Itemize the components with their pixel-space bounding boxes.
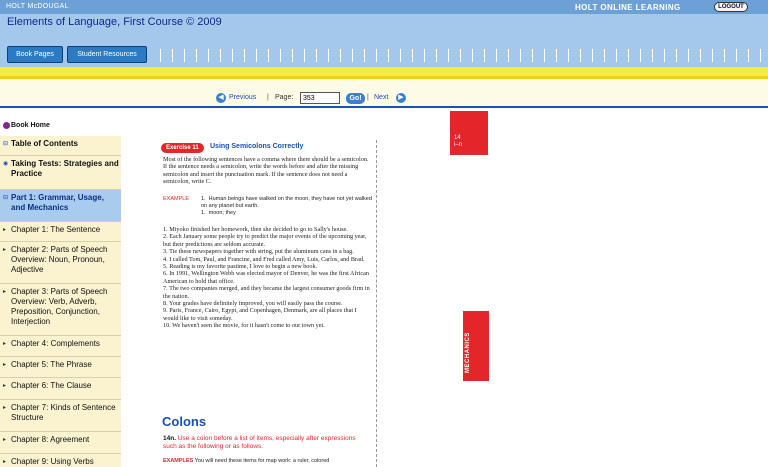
tab-separator [580, 49, 581, 62]
tab-separator [628, 49, 629, 62]
nav-separator: | [267, 94, 269, 101]
sidebar-item-chapter-5[interactable] [0, 357, 121, 378]
publisher-label: HOLT McDOUGAL [6, 3, 69, 10]
tab-student-resources[interactable]: Student Resources [67, 46, 147, 63]
header-rule [0, 106, 768, 108]
tab-separator [364, 49, 365, 62]
chapter-tab-label: 14 i–n [454, 135, 463, 148]
tab-separator [760, 49, 761, 62]
tab-separator [568, 49, 569, 62]
sidebar-item-label: Chapter 7: Kinds of Sentence Structure [11, 403, 116, 422]
tab-separator [280, 49, 281, 62]
tab-separator [484, 49, 485, 62]
tab-separator [256, 49, 257, 62]
toc-sidebar [0, 118, 121, 467]
tab-separator [748, 49, 749, 62]
tab-separator [460, 49, 461, 62]
tab-separator [400, 49, 401, 62]
tab-separator [520, 49, 521, 62]
exercise-item: 8. Your grades have definitely improved, you will easily pass the course. [163, 300, 343, 308]
previous-link[interactable]: Previous [229, 94, 257, 101]
sidebar-item-chapter-6[interactable] [0, 378, 121, 400]
sidebar-item-chapter-8[interactable] [0, 432, 121, 454]
exercise-item: 10. We haven't seen the movie, for it hasn't come to our town yet. [163, 322, 325, 330]
sidebar-item-label: Book Home [11, 122, 50, 129]
tab-separator [448, 49, 449, 62]
book-title: Elements of Language, First Course © 2009 [7, 16, 222, 28]
exercise-title: Using Semicolons Correctly [210, 143, 304, 150]
column-divider [376, 140, 377, 467]
tab-separator [424, 49, 425, 62]
tab-separator [472, 49, 473, 62]
sidebar-item-label: Chapter 2: Parts of Speech Overview: Noun, Pronoun, Adjective [11, 245, 108, 274]
tab-book-pages[interactable]: Book Pages [7, 46, 63, 63]
sidebar-item-part-1[interactable] [0, 190, 121, 222]
bullet-icon: ◉ [3, 161, 9, 167]
next-arrow-icon[interactable]: ▶ [396, 93, 406, 103]
examples-text: You will need these items for map work: a ruler, colored [194, 458, 330, 464]
tab-separator [436, 49, 437, 62]
tab-separator [220, 49, 221, 62]
tab-separator [508, 49, 509, 62]
exercise-item: 2. Each January some people try to predict the major events of the upcoming year, but their predictions are seldom accurate. [163, 233, 367, 248]
sidebar-item-label: Chapter 9: Using Verbs [11, 457, 94, 466]
sidebar-item-chapter-1[interactable] [0, 222, 121, 242]
previous-arrow-icon[interactable]: ◀ [216, 93, 226, 103]
rule-14n [163, 435, 363, 451]
example-text: 1. Human beings have walked on the moon, they have not yet walked on any planet but earth. 1. moon; they [201, 196, 372, 216]
bullet-icon: ▸ [3, 437, 7, 443]
sidebar-item-book-home[interactable] [0, 118, 121, 136]
tab-separator [244, 49, 245, 62]
tab-separator [616, 49, 617, 62]
logout-button[interactable]: LOGOUT [714, 2, 748, 12]
sidebar-item-chapter-3[interactable] [0, 284, 121, 336]
example-label: EXAMPLE [163, 196, 189, 202]
tab-separator [532, 49, 533, 62]
tab-separator [700, 49, 701, 62]
tab-separator [376, 49, 377, 62]
tab-separator [196, 49, 197, 62]
page-number-input[interactable] [300, 92, 340, 104]
tab-separator [292, 49, 293, 62]
exercise-item: 1. Miyoko finished her homework, then she decided to go to Sally's house. [163, 226, 348, 233]
sidebar-item-chapter-2[interactable] [0, 242, 121, 284]
sidebar-item-chapter-7[interactable] [0, 400, 121, 432]
nav-band [0, 79, 768, 106]
sidebar-item-label: Part 1: Grammar, Usage, and Mechanics [11, 193, 104, 212]
tab-separator [232, 49, 233, 62]
section-heading-colons: Colons [162, 414, 207, 429]
page-label: Page: [275, 94, 294, 101]
sidebar-item-label: Chapter 3: Parts of Speech Overview: Verb, Adverb, Preposition, Conjunction, Interjection [11, 287, 108, 326]
tab-separator [724, 49, 725, 62]
exercise-items [163, 226, 373, 330]
tab-separator [664, 49, 665, 62]
online-learning-label: HOLT ONLINE LEARNING [575, 3, 681, 12]
tab-separator [736, 49, 737, 62]
tab-separator [604, 49, 605, 62]
app-header [0, 0, 768, 67]
exercise-instructions: Most of the following sentences have a comma where there should be a semicolon. If the sentence needs a semicolon, write the words before and after the missing semicolon and insert the punctuation mark. If the sentence does not need a semicolon, write C. [163, 156, 369, 186]
tab-separator [388, 49, 389, 62]
rule-text: Use a colon before a list of items, especially after expressions such as the following or as follows. [163, 435, 356, 450]
tab-separator [352, 49, 353, 62]
sidebar-item-label: Chapter 1: The Sentence [11, 225, 101, 234]
tab-separator [556, 49, 557, 62]
sidebar-item-chapter-9[interactable] [0, 454, 121, 467]
chapter-tab [450, 111, 488, 155]
tab-separator [184, 49, 185, 62]
collapse-icon[interactable]: ⊟ [3, 141, 9, 147]
bullet-icon: ▸ [3, 405, 7, 411]
tab-separator [652, 49, 653, 62]
sidebar-item-label: Chapter 5: The Phrase [11, 360, 92, 369]
go-button[interactable]: Go! [346, 93, 365, 104]
nav-separator: | [367, 94, 369, 101]
tab-separator [496, 49, 497, 62]
sidebar-item-label: Chapter 4: Complements [11, 339, 100, 348]
exercise-item: 7. The two companies merged, and they became the largest consumer goods firm in the nation. [163, 285, 370, 300]
tab-separator [340, 49, 341, 62]
header-band-yellow [0, 67, 768, 76]
tab-separator [172, 49, 173, 62]
exercise-item: 5. Reading is my favorite pastime, I love to begin a new book. [163, 263, 318, 271]
mechanics-tab [463, 311, 489, 381]
tab-row [0, 46, 768, 65]
sidebar-item-label: Chapter 6: The Clause [11, 381, 92, 390]
rule-number: 14n. [163, 435, 177, 442]
bullet-icon: ▸ [3, 227, 7, 233]
tab-separator [268, 49, 269, 62]
bullet-icon: ▸ [3, 362, 7, 368]
exercise-badge: Exercise 11 [161, 143, 204, 153]
bullet-icon: ▸ [3, 289, 7, 295]
tab-separator [544, 49, 545, 62]
bullet-icon: ▸ [3, 459, 7, 465]
exercise-item: 6. In 1991, Wellington Webb was elected mayor of Denver, he was the first African American to hold that office. [163, 270, 369, 285]
tab-separator [712, 49, 713, 62]
sidebar-item-label: Taking Tests: Strategies and Practice [11, 159, 119, 178]
collapse-icon[interactable]: ⊟ [3, 195, 9, 201]
tab-separator [316, 49, 317, 62]
tab-separator [304, 49, 305, 62]
tab-separator [688, 49, 689, 62]
tab-separator [328, 49, 329, 62]
bullet-icon: ▸ [3, 247, 7, 253]
mechanics-tab-label: MECHANICS [465, 332, 471, 373]
tab-separator [592, 49, 593, 62]
sidebar-item-chapter-4[interactable] [0, 336, 121, 357]
tab-separator [640, 49, 641, 62]
home-icon [3, 122, 10, 129]
exercise-item: 9. Paris, France, Cairo, Egypt, and Copenhagen, Denmark, are all places that I would like to visit someday. [163, 307, 357, 322]
examples-line [163, 458, 329, 464]
sidebar-item-taking-tests[interactable] [0, 156, 121, 190]
tab-separator [208, 49, 209, 62]
examples-label: EXAMPLES [163, 458, 194, 464]
tab-separator [412, 49, 413, 62]
exercise-item: 3. Tie these newspapers together with string, put the aluminum cans in a bag. [163, 248, 354, 256]
tab-separator [160, 49, 161, 62]
exercise-item: 4. I called Tom, Paul, and Francine, and Fred called Amy, Luis, Carlos, and Brad. [163, 255, 365, 263]
tab-separator [676, 49, 677, 62]
next-link[interactable]: Next [374, 94, 389, 101]
bullet-icon: ▸ [3, 341, 7, 347]
sidebar-item-table-of-contents[interactable] [0, 136, 121, 156]
bullet-icon: ▸ [3, 383, 7, 389]
sidebar-item-label: Chapter 8: Agreement [11, 435, 90, 444]
sidebar-item-label: Table of Contents [11, 139, 78, 148]
